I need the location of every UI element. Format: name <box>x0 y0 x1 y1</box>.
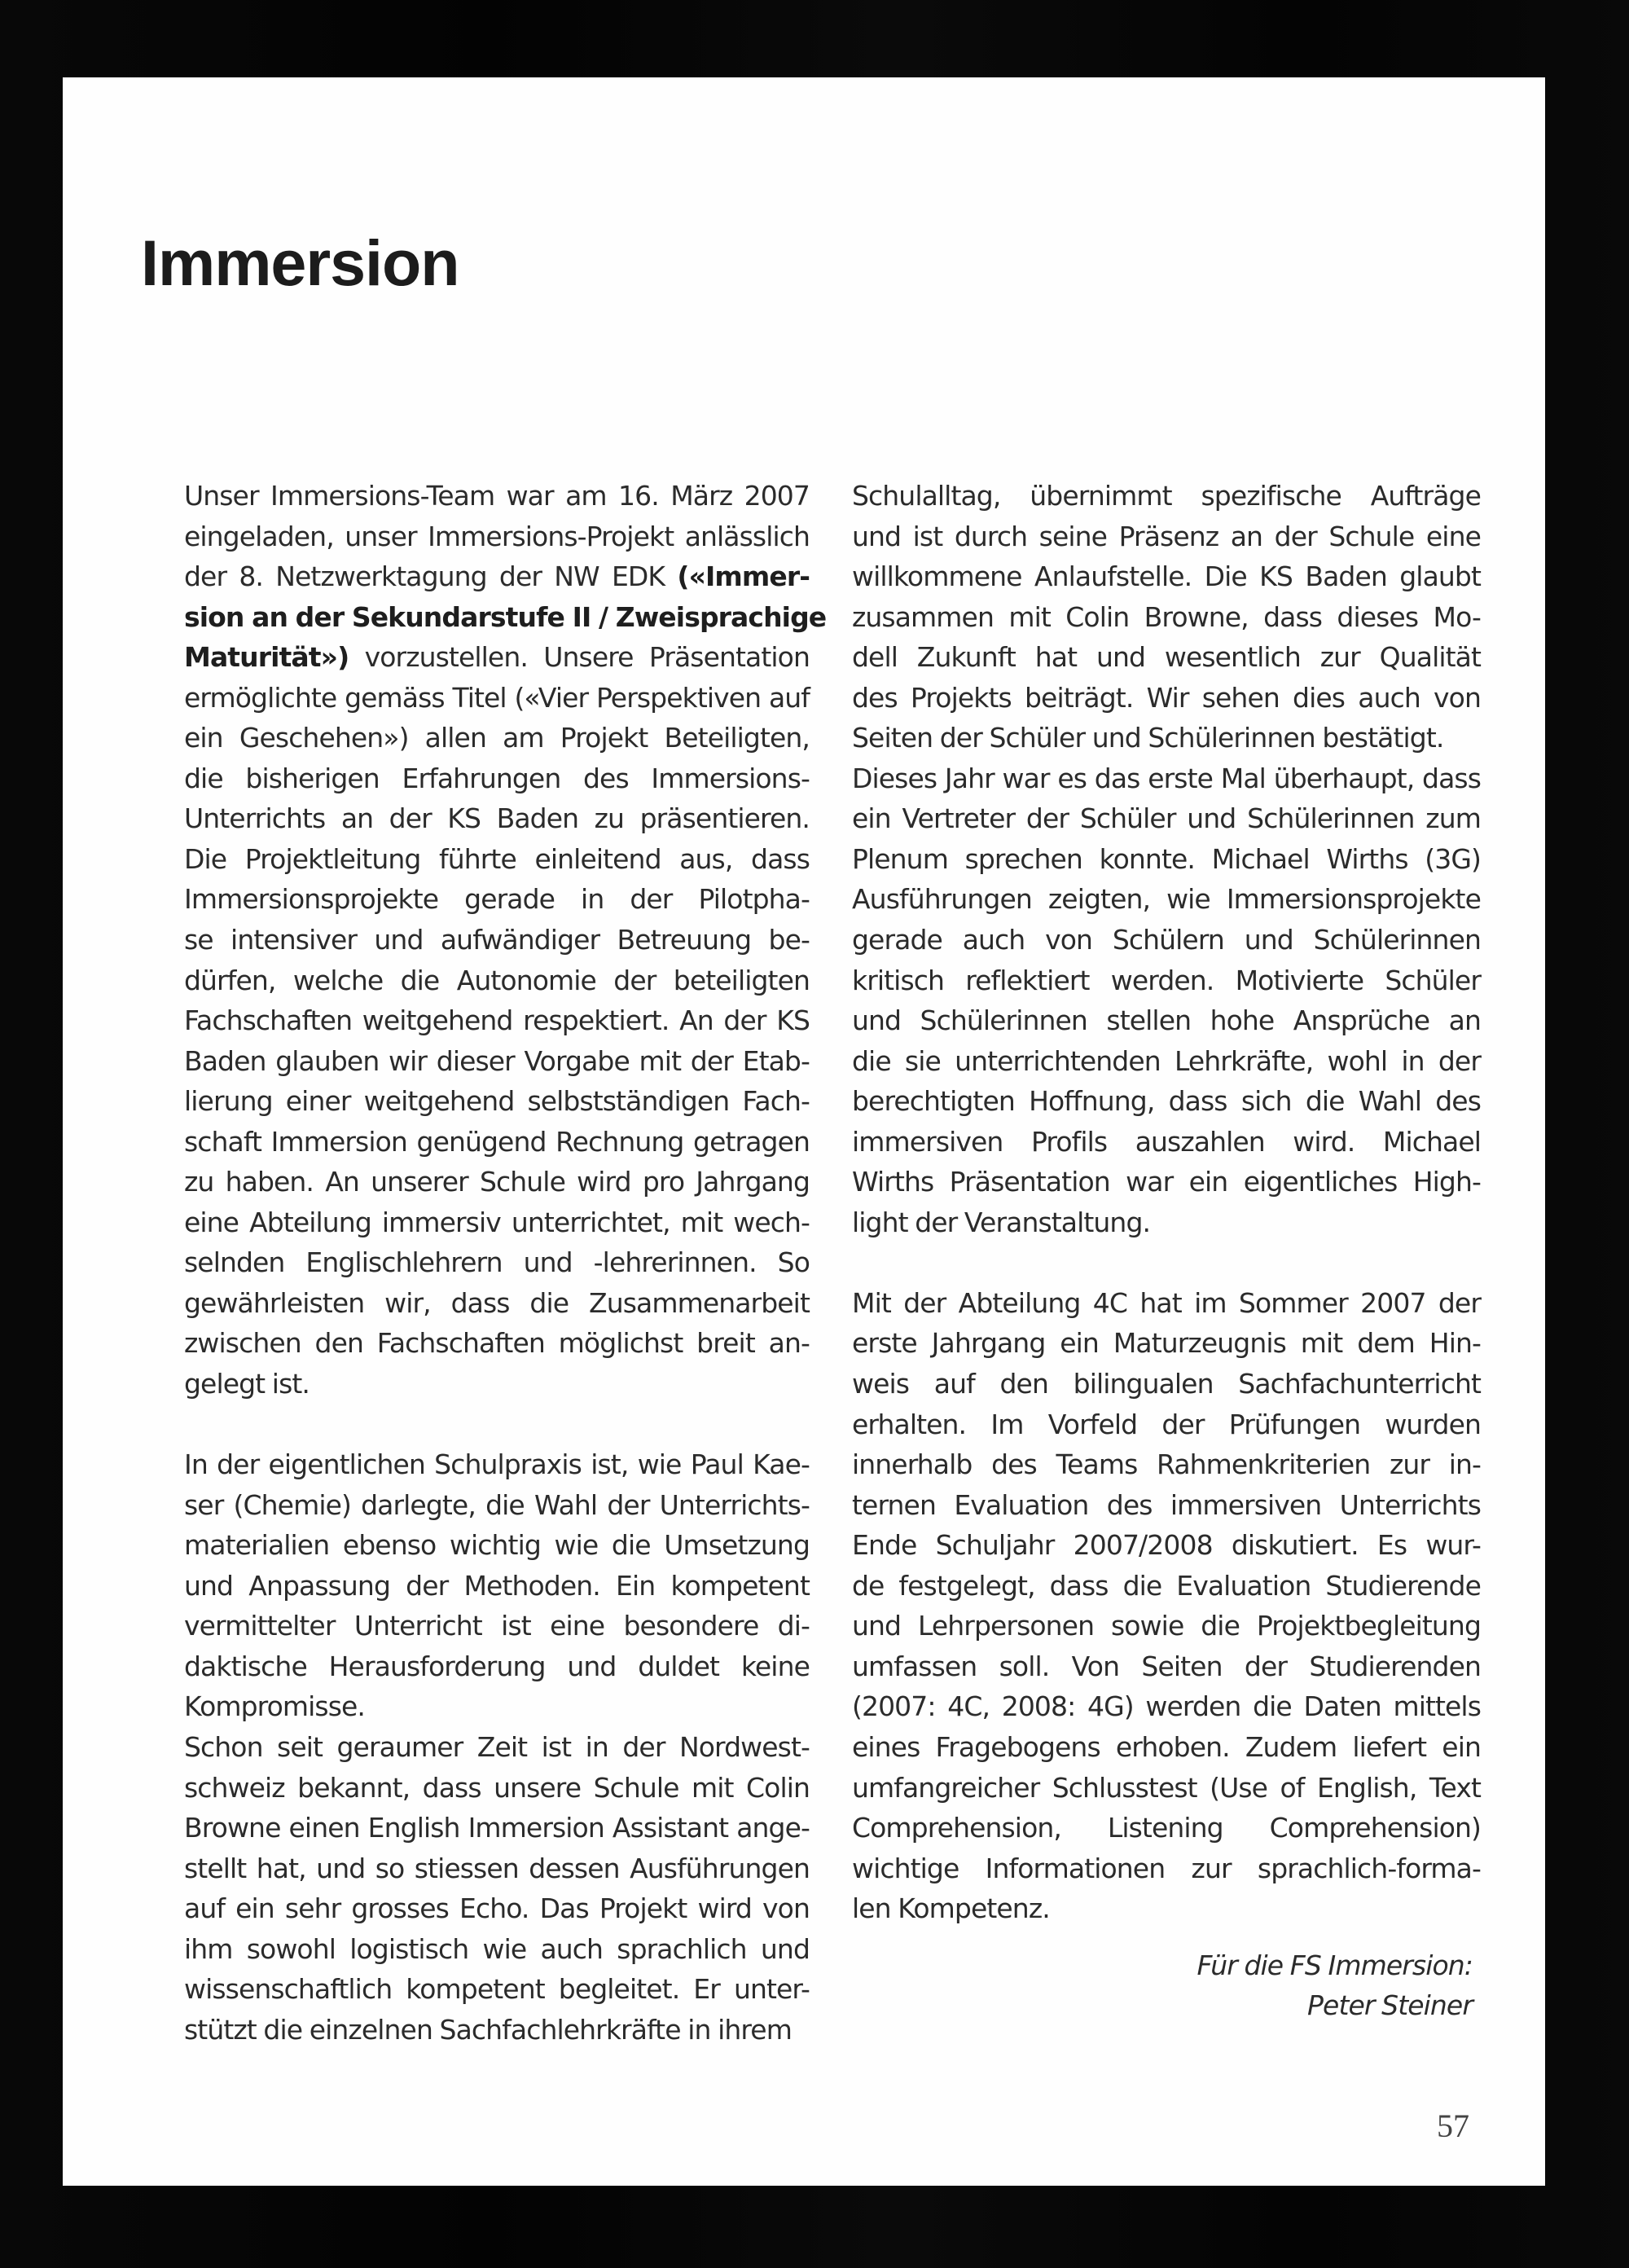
text-run: gelegt ist. <box>184 1368 310 1400</box>
text-line <box>184 1364 810 1404</box>
body-paragraph <box>852 476 1481 758</box>
signature-spacer <box>852 1929 1481 1945</box>
bold-text-run: («Immer- <box>677 560 810 593</box>
text-run: ein Vertreter der Schüler und Schülerinnen zum <box>852 802 1481 835</box>
text-run: vermittelter Unterricht ist eine besondere di- <box>184 1610 810 1642</box>
text-line <box>184 1081 810 1122</box>
text-line <box>852 920 1481 960</box>
text-run: umfangreicher Schlusstest (Use of English, Text <box>852 1771 1481 1804</box>
text-run: erste Jahrgang ein Maturzeugnis mit dem Hin- <box>852 1327 1481 1360</box>
text-run: Schulalltag, übernimmt spezifische Aufträge <box>852 480 1481 512</box>
text-run: wichtige Informationen zur sprachlich-forma- <box>852 1852 1481 1884</box>
body-paragraph <box>184 1727 810 2050</box>
signature-author: Peter Steiner <box>1307 1989 1473 2022</box>
text-run: Wirths Präsentation war ein eigentliches High- <box>852 1166 1481 1198</box>
text-line <box>852 1122 1481 1163</box>
text-line <box>852 516 1481 557</box>
text-line <box>184 920 810 960</box>
text-run: erhalten. Im Vorfeld der Prüfungen wurden <box>852 1408 1481 1440</box>
text-line <box>184 637 810 678</box>
text-run: Plenum sprechen konnte. Michael Wirths (3G) <box>852 842 1481 875</box>
text-line <box>184 1606 810 1646</box>
text-run: eine Abteilung immersiv unterrichtet, mit wech- <box>184 1206 810 1238</box>
text-line <box>852 879 1481 920</box>
text-run: light der Veranstaltung. <box>852 1206 1151 1238</box>
text-line <box>852 960 1481 1001</box>
text-line <box>852 1566 1481 1606</box>
text-line <box>184 678 810 719</box>
text-run: Kompromisse. <box>184 1690 366 1723</box>
text-line <box>184 1485 810 1526</box>
text-line <box>852 1808 1481 1848</box>
text-line <box>184 1727 810 1768</box>
page-number: 57 <box>1437 2108 1469 2144</box>
text-run: Dieses Jahr war es das erste Mal überhaupt, dass <box>852 762 1481 794</box>
text-line <box>184 516 810 557</box>
text-run: schaft Immersion genügend Rechnung getragen <box>184 1125 810 1158</box>
text-line <box>184 1525 810 1566</box>
text-line <box>184 798 810 839</box>
text-line <box>184 1848 810 1889</box>
text-run: lierung einer weitgehend selbstständigen Fach- <box>184 1085 810 1118</box>
text-run: Immersionsprojekte gerade in der Pilotpha- <box>184 883 810 916</box>
body-paragraph <box>852 1283 1481 1929</box>
text-line <box>184 1768 810 1809</box>
text-run: len Kompetenz. <box>852 1892 1050 1925</box>
text-run: de festgelegt, dass die Evaluation Studierende <box>852 1569 1481 1602</box>
text-run: Schon seit geraumer Zeit ist in der Nordwest- <box>184 1730 810 1763</box>
left-text-column <box>184 476 827 2050</box>
text-line <box>184 1444 810 1485</box>
text-run: In der eigentlichen Schulpraxis ist, wie Paul Kae- <box>184 1448 810 1481</box>
text-line <box>852 1364 1481 1404</box>
text-run: berechtigten Hoffnung, dass sich die Wahl des <box>852 1085 1481 1118</box>
paragraph-spacer <box>184 1404 810 1445</box>
text-run: zusammen mit Colin Browne, dass dieses Mo- <box>852 600 1481 633</box>
text-line <box>852 597 1481 638</box>
text-run: zu haben. An unserer Schule wird pro Jahrgang <box>184 1166 810 1198</box>
bold-text-run: Maturität») <box>184 641 349 674</box>
paragraph-spacer <box>852 1242 1481 1283</box>
text-line <box>852 1606 1481 1646</box>
text-line <box>184 476 810 516</box>
text-run: eines Fragebogens erhoben. Zudem liefert ein <box>852 1730 1481 1763</box>
text-run: Baden glauben wir dieser Vorgabe mit der Etab- <box>184 1044 810 1077</box>
text-line <box>184 597 827 638</box>
text-line <box>852 1283 1481 1324</box>
text-line <box>184 1162 810 1202</box>
text-run: und Anpassung der Methoden. Ein kompetent <box>184 1569 810 1602</box>
text-line <box>852 678 1481 719</box>
text-run: zwischen den Fachschaften möglichst breit an- <box>184 1327 810 1360</box>
text-run: ser (Chemie) darlegte, die Wahl der Unterrichts- <box>184 1488 810 1521</box>
text-line <box>852 1727 1481 1768</box>
text-run: auf ein sehr grosses Echo. Das Projekt wird von <box>184 1892 810 1925</box>
text-line <box>184 1242 810 1283</box>
text-line <box>852 1323 1481 1364</box>
text-line <box>852 1444 1481 1485</box>
text-line <box>852 1485 1481 1526</box>
text-run: gewährleisten wir, dass die Zusammenarbeit <box>184 1286 810 1319</box>
document-page <box>63 77 1545 2186</box>
body-paragraph <box>184 1444 810 1727</box>
text-line <box>184 1969 810 2010</box>
text-run: se intensiver und aufwändiger Betreuung be- <box>184 924 810 956</box>
text-line <box>852 1888 1481 1929</box>
text-line <box>184 879 810 920</box>
text-run: weis auf den bilingualen Sachfachunterricht <box>852 1368 1481 1400</box>
text-line <box>184 1283 810 1324</box>
text-run: und Lehrpersonen sowie die Projektbegleitung <box>852 1610 1481 1642</box>
text-run: vorzustellen. Unsere Präsentation <box>349 641 810 674</box>
text-run: der 8. Netzwerktagung der NW EDK <box>184 560 678 593</box>
text-line <box>852 1646 1481 1687</box>
text-line <box>184 1686 810 1727</box>
text-line <box>184 839 810 880</box>
text-run: umfassen soll. Von Seiten der Studierenden <box>852 1650 1481 1682</box>
text-run: materialien ebenso wichtig wie die Umsetzung <box>184 1529 810 1562</box>
text-line <box>852 637 1481 678</box>
text-line <box>184 1888 810 1929</box>
text-line <box>852 556 1481 597</box>
text-line <box>852 1525 1481 1566</box>
body-paragraph <box>184 476 827 1404</box>
text-line <box>852 1686 1481 1727</box>
text-run: kritisch reflektiert werden. Motivierte Schüler <box>852 964 1481 996</box>
text-line <box>184 556 810 597</box>
text-run: stellt hat, und so stiessen dessen Ausführungen <box>184 1852 810 1884</box>
text-line <box>852 1081 1481 1122</box>
text-line <box>184 1041 810 1082</box>
text-run: dell Zukunft hat und wesentlich zur Qualität <box>852 641 1481 674</box>
text-line <box>184 1929 810 1970</box>
text-line <box>184 1000 810 1041</box>
text-line <box>852 1202 1481 1243</box>
text-run: ermöglichte gemäss Titel («Vier Perspektiven auf <box>184 681 810 714</box>
bold-text-run: sion an der Sekundarstufe II / Zweisprachige <box>184 600 827 633</box>
page-title: Immersion <box>141 226 459 299</box>
text-line <box>184 1202 810 1243</box>
text-run: selnden Englischlehrern und -lehrerinnen. So <box>184 1246 810 1279</box>
text-line <box>184 1323 810 1364</box>
text-run: stützt die einzelnen Sachfachlehrkräfte in ihrem <box>184 2013 792 2046</box>
text-line <box>184 1566 810 1606</box>
text-run: die sie unterrichtenden Lehrkräfte, wohl in der <box>852 1044 1481 1077</box>
text-run: ternen Evaluation des immersiven Unterrichts <box>852 1488 1481 1521</box>
text-run: innerhalb des Teams Rahmenkriterien zur in- <box>852 1448 1481 1481</box>
text-line <box>852 1404 1481 1445</box>
text-run: Mit der Abteilung 4C hat im Sommer 2007 der <box>852 1286 1481 1319</box>
body-paragraph <box>852 758 1481 1243</box>
text-run: gerade auch von Schülern und Schülerinnen <box>852 924 1481 956</box>
signature-affiliation: Für die FS Immersion: <box>1197 1949 1473 1981</box>
text-run: ein Geschehen») allen am Projekt Beteiligten, <box>184 722 810 754</box>
text-line <box>852 1848 1481 1889</box>
text-run: die bisherigen Erfahrungen des Immersions- <box>184 762 810 794</box>
text-run: ihm sowohl logistisch wie auch sprachlich und <box>184 1932 810 1965</box>
text-run: Ende Schuljahr 2007/2008 diskutiert. Es wur- <box>852 1529 1481 1562</box>
text-line <box>184 1808 810 1848</box>
text-run: wissenschaftlich kompetent begleitet. Er unter- <box>184 1973 810 2006</box>
text-run: Seiten der Schüler und Schülerinnen bestätigt. <box>852 722 1444 754</box>
text-run: dürfen, welche die Autonomie der beteiligten <box>184 964 810 996</box>
text-line <box>852 1000 1481 1041</box>
text-run: Ausführungen zeigten, wie Immersionsprojekte <box>852 883 1481 916</box>
text-line <box>184 758 810 799</box>
text-run: schweiz bekannt, dass unsere Schule mit Colin <box>184 1771 810 1804</box>
text-run: Die Projektleitung führte einleitend aus, dass <box>184 842 810 875</box>
text-run: daktische Herausforderung und duldet keine <box>184 1650 810 1682</box>
text-run: und ist durch seine Präsenz an der Schule eine <box>852 520 1481 552</box>
text-run: (2007: 4C, 2008: 4G) werden die Daten mittels <box>852 1690 1481 1723</box>
right-text-column <box>852 476 1481 2026</box>
text-line <box>852 839 1481 880</box>
text-line <box>184 1122 810 1163</box>
text-line <box>852 1041 1481 1082</box>
text-run: Fachschaften weitgehend respektiert. An der KS <box>184 1004 810 1037</box>
text-run: und Schülerinnen stellen hohe Ansprüche an <box>852 1004 1481 1037</box>
text-run: immersiven Profils auszahlen wird. Michael <box>852 1125 1481 1158</box>
text-line <box>852 1768 1481 1809</box>
text-line <box>184 1646 810 1687</box>
text-line <box>184 2010 810 2050</box>
text-line <box>852 1162 1481 1202</box>
text-line <box>852 476 1481 516</box>
text-run: eingeladen, unser Immersions-Projekt anlässlich <box>184 520 810 552</box>
text-line <box>852 758 1481 799</box>
text-run: Comprehension, Listening Comprehension) <box>852 1812 1481 1844</box>
text-run: Browne einen English Immersion Assistant ange- <box>184 1812 810 1844</box>
text-run: Unser Immersions-Team war am 16. März 2007 <box>184 480 810 512</box>
text-run: des Projekts beiträgt. Wir sehen dies auch von <box>852 681 1481 714</box>
text-run: Unterrichts an der KS Baden zu präsentieren. <box>184 802 810 835</box>
text-run: willkommene Anlaufstelle. Die KS Baden glaubt <box>852 560 1481 593</box>
text-line <box>184 960 810 1001</box>
text-line <box>852 718 1481 758</box>
text-line <box>184 718 810 758</box>
text-line <box>852 798 1481 839</box>
